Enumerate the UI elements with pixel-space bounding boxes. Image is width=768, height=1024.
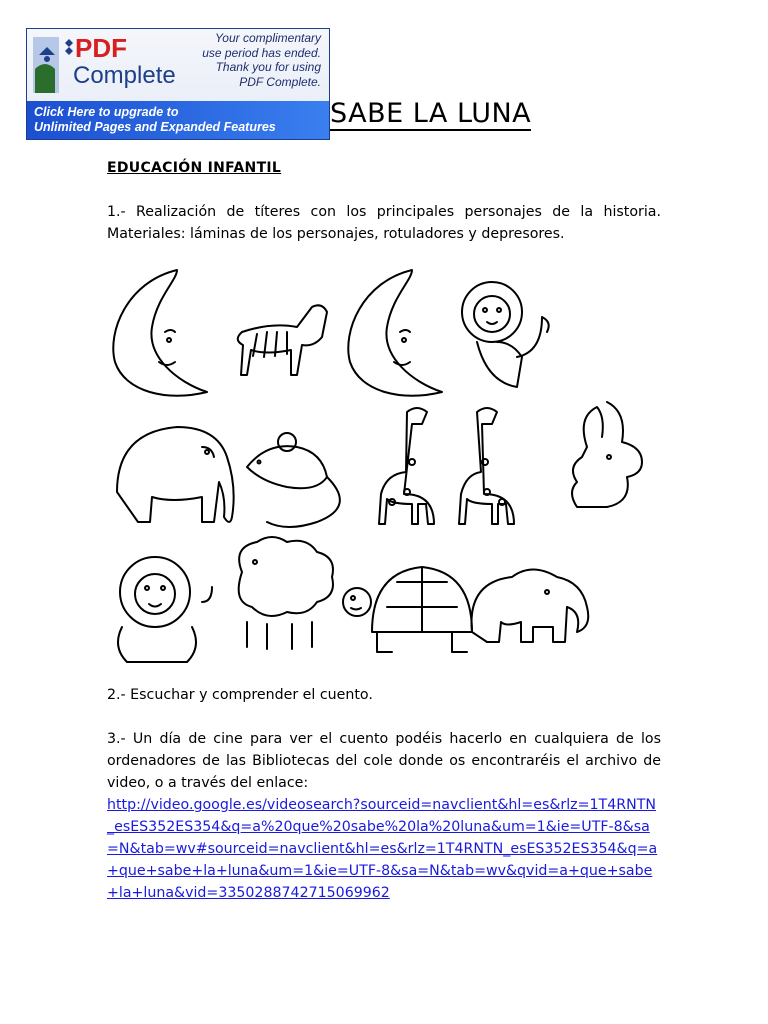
pdf-complete-banner[interactable] bbox=[26, 28, 330, 140]
pdf-complete-logo bbox=[27, 29, 177, 99]
section-heading: EDUCACIÓN INFANTIL bbox=[107, 160, 282, 176]
brand-pdf-text: PDF bbox=[75, 33, 127, 63]
document-title bbox=[330, 98, 531, 129]
brand-complete-text: Complete bbox=[73, 62, 176, 89]
item-3-block bbox=[107, 728, 661, 904]
video-link[interactable]: http://video.google.es/videosearch?sourceid=navclient&hl=es&rlz=1T4RNTN_esES352ES354&q=a%20que%20sabe%20la%20luna&um=1&ie=UTF-8&sa=N&tab=wv#sourceid=navclient&hl=es&rlz=1T4RNTN_esES352ES354&q=a+que+sabe+la+luna&um=1&ie=UTF-8&sa=N&tab=wv&qvid=a+que+sabe+la+luna&vid=3350288742715069962 bbox=[107, 797, 658, 901]
upgrade-line[interactable]: Unlimited Pages and Expanded Features bbox=[34, 120, 276, 134]
zebra-illustration bbox=[238, 305, 327, 375]
elephant-illustration bbox=[472, 570, 589, 643]
item-3-text: 3.- Un día de cine para ver el cuento podéis hacerlo en cualquiera de los ordenadores de las Bibliotecas del cole donde os encontraréis el archivo de video, o a través del enlace: bbox=[107, 731, 661, 791]
lion-illustration bbox=[462, 282, 549, 387]
title-text: SABE LA LUNA bbox=[330, 98, 532, 129]
elephant-illustration bbox=[117, 427, 234, 522]
upgrade-line[interactable]: Click Here to upgrade to bbox=[34, 105, 179, 119]
giraffe-illustration bbox=[379, 408, 434, 524]
illustrations-gallery bbox=[107, 262, 667, 672]
title-underline bbox=[330, 129, 531, 131]
message-line: Thank you for using bbox=[215, 60, 321, 74]
item-1-text: 1.- Realización de títeres con los principales personajes de la historia. Materiales: láminas de los personajes, rotuladores y depresores. bbox=[107, 204, 661, 242]
message-line: PDF Complete. bbox=[239, 74, 321, 89]
lion-illustration bbox=[118, 557, 212, 662]
sheep-illustration bbox=[239, 537, 333, 649]
moon-illustration bbox=[348, 270, 442, 396]
message-line: use period has ended. bbox=[202, 45, 321, 60]
message-line: Your complimentary bbox=[214, 31, 321, 45]
turtle-illustration bbox=[343, 567, 472, 652]
rabbit-illustration bbox=[572, 402, 642, 507]
giraffe-illustration bbox=[459, 408, 514, 524]
upgrade-link[interactable] bbox=[27, 101, 329, 139]
moon-illustration bbox=[113, 270, 207, 396]
mouse-illustration bbox=[247, 433, 340, 527]
item-2-text: 2.- Escuchar y comprender el cuento. bbox=[107, 687, 373, 703]
banner-message bbox=[171, 31, 321, 89]
